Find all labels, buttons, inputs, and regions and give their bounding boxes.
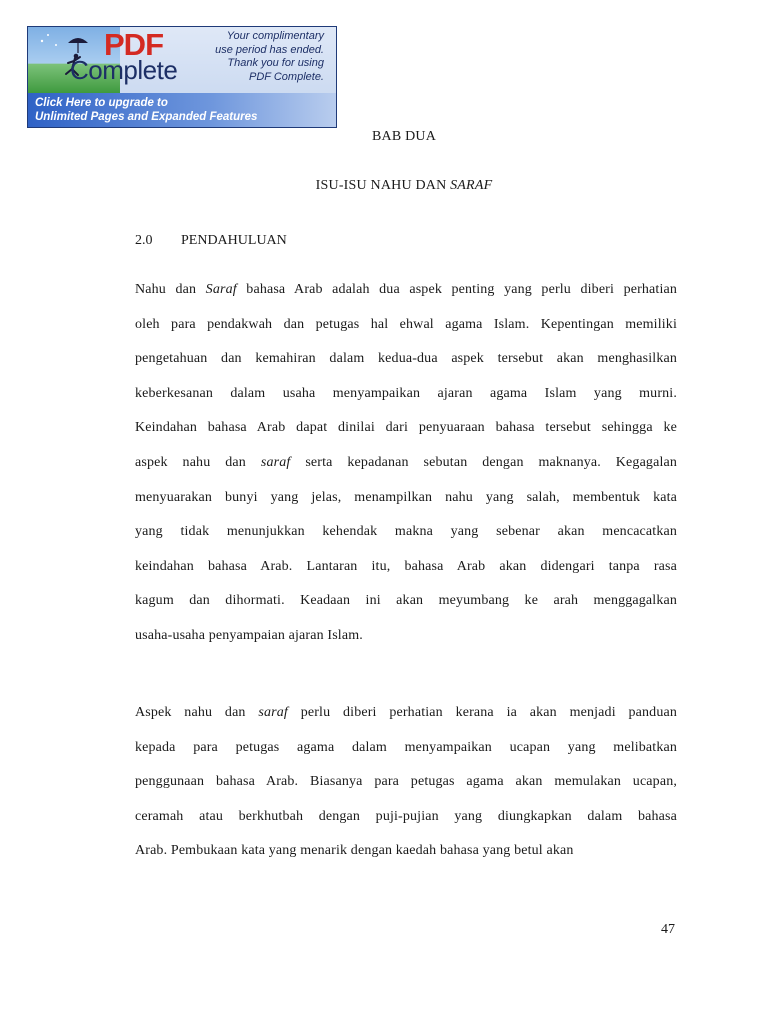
complete-logo-text: Complete [70,55,178,85]
paragraph-line: pengetahuan dan kemahiran dalam kedua-dua aspek tersebut akan menghasilkan [135,351,677,367]
paragraph-line: usaha-usaha penyampaian ajaran Islam. [135,627,363,643]
paragraph-line: Keindahan bahasa Arab dapat dinilai dari penyuaraan bahasa tersebut sehingga ke [135,420,677,436]
italic-term: saraf [258,705,288,720]
upgrade-banner[interactable] [27,26,337,128]
upgrade-link-line[interactable]: Unlimited Pages and Expanded Features [35,111,258,123]
banner-message-line: PDF Complete. [249,70,324,83]
paragraph-line: Aspek nahu dan saraf perlu diberi perhatian kerana ia akan menjadi panduan [135,705,677,720]
paragraph-line: penggunaan bahasa Arab. Biasanya para petugas agama akan memulakan ucapan, [135,774,677,790]
paragraph-line: Arab. Pembukaan kata yang menarik dengan kaedah bahasa yang betul akan [135,843,574,859]
paragraph-line: Nahu dan Saraf bahasa Arab adalah dua aspek penting yang perlu diberi perhatian [135,282,678,297]
paragraph-2 [135,696,677,869]
chapter-title: BAB DUA [371,129,437,144]
paragraph-line: ceramah atau berkhutbah dengan puji-pujian yang diungkapkan dalam bahasa [135,808,677,824]
paragraph-line: yang tidak menunjukkan kehendak makna yang sebenar akan mencacatkan [135,524,677,540]
pdf-logo-text: PDF [104,27,163,62]
banner-message-line: use period has ended. [215,43,324,56]
paragraph-line: keberkesanan dalam usaha menyampaikan ajaran agama Islam yang murni. [135,385,677,401]
section-title: PENDAHULUAN [181,233,287,248]
paragraph-line: keindahan bahasa Arab. Lantaran itu, bahasa Arab akan didengari tanpa rasa [135,558,677,574]
chapter-subtitle [0,178,768,194]
page-number: 47 [661,922,675,937]
section-heading [135,233,287,249]
section-number: 2.0 [135,233,153,248]
banner-message [184,30,324,84]
paragraph-line: kagum dan dihormati. Keadaan ini akan meyumbang ke arah menggagalkan [135,593,677,609]
upgrade-link-line[interactable]: Click Here to upgrade to [35,97,168,109]
paragraph-1 [135,273,677,654]
paragraph-line: kepada para petugas agama dalam menyampaikan ucapan yang melibatkan [135,739,677,755]
chapter-subtitle-italic: SARAF [450,178,493,193]
paragraph-line: aspek nahu dan saraf serta kepadanan sebutan dengan maknanya. Kegagalan [135,454,678,470]
italic-term: Saraf [205,282,237,297]
italic-term: saraf [260,454,291,470]
chapter-subtitle-text: ISU-ISU NAHU DAN [315,178,451,193]
paragraph-line: oleh para pendakwah dan petugas hal ehwal agama Islam. Kepentingan memiliki [135,316,677,332]
paragraph-line: menyuarakan bunyi yang jelas, menampilkan nahu yang salah, membentuk kata [135,489,677,505]
upgrade-link[interactable] [28,93,336,127]
banner-message-line: Thank you for using [227,57,324,69]
banner-message-line: Your complimentary [226,30,324,42]
